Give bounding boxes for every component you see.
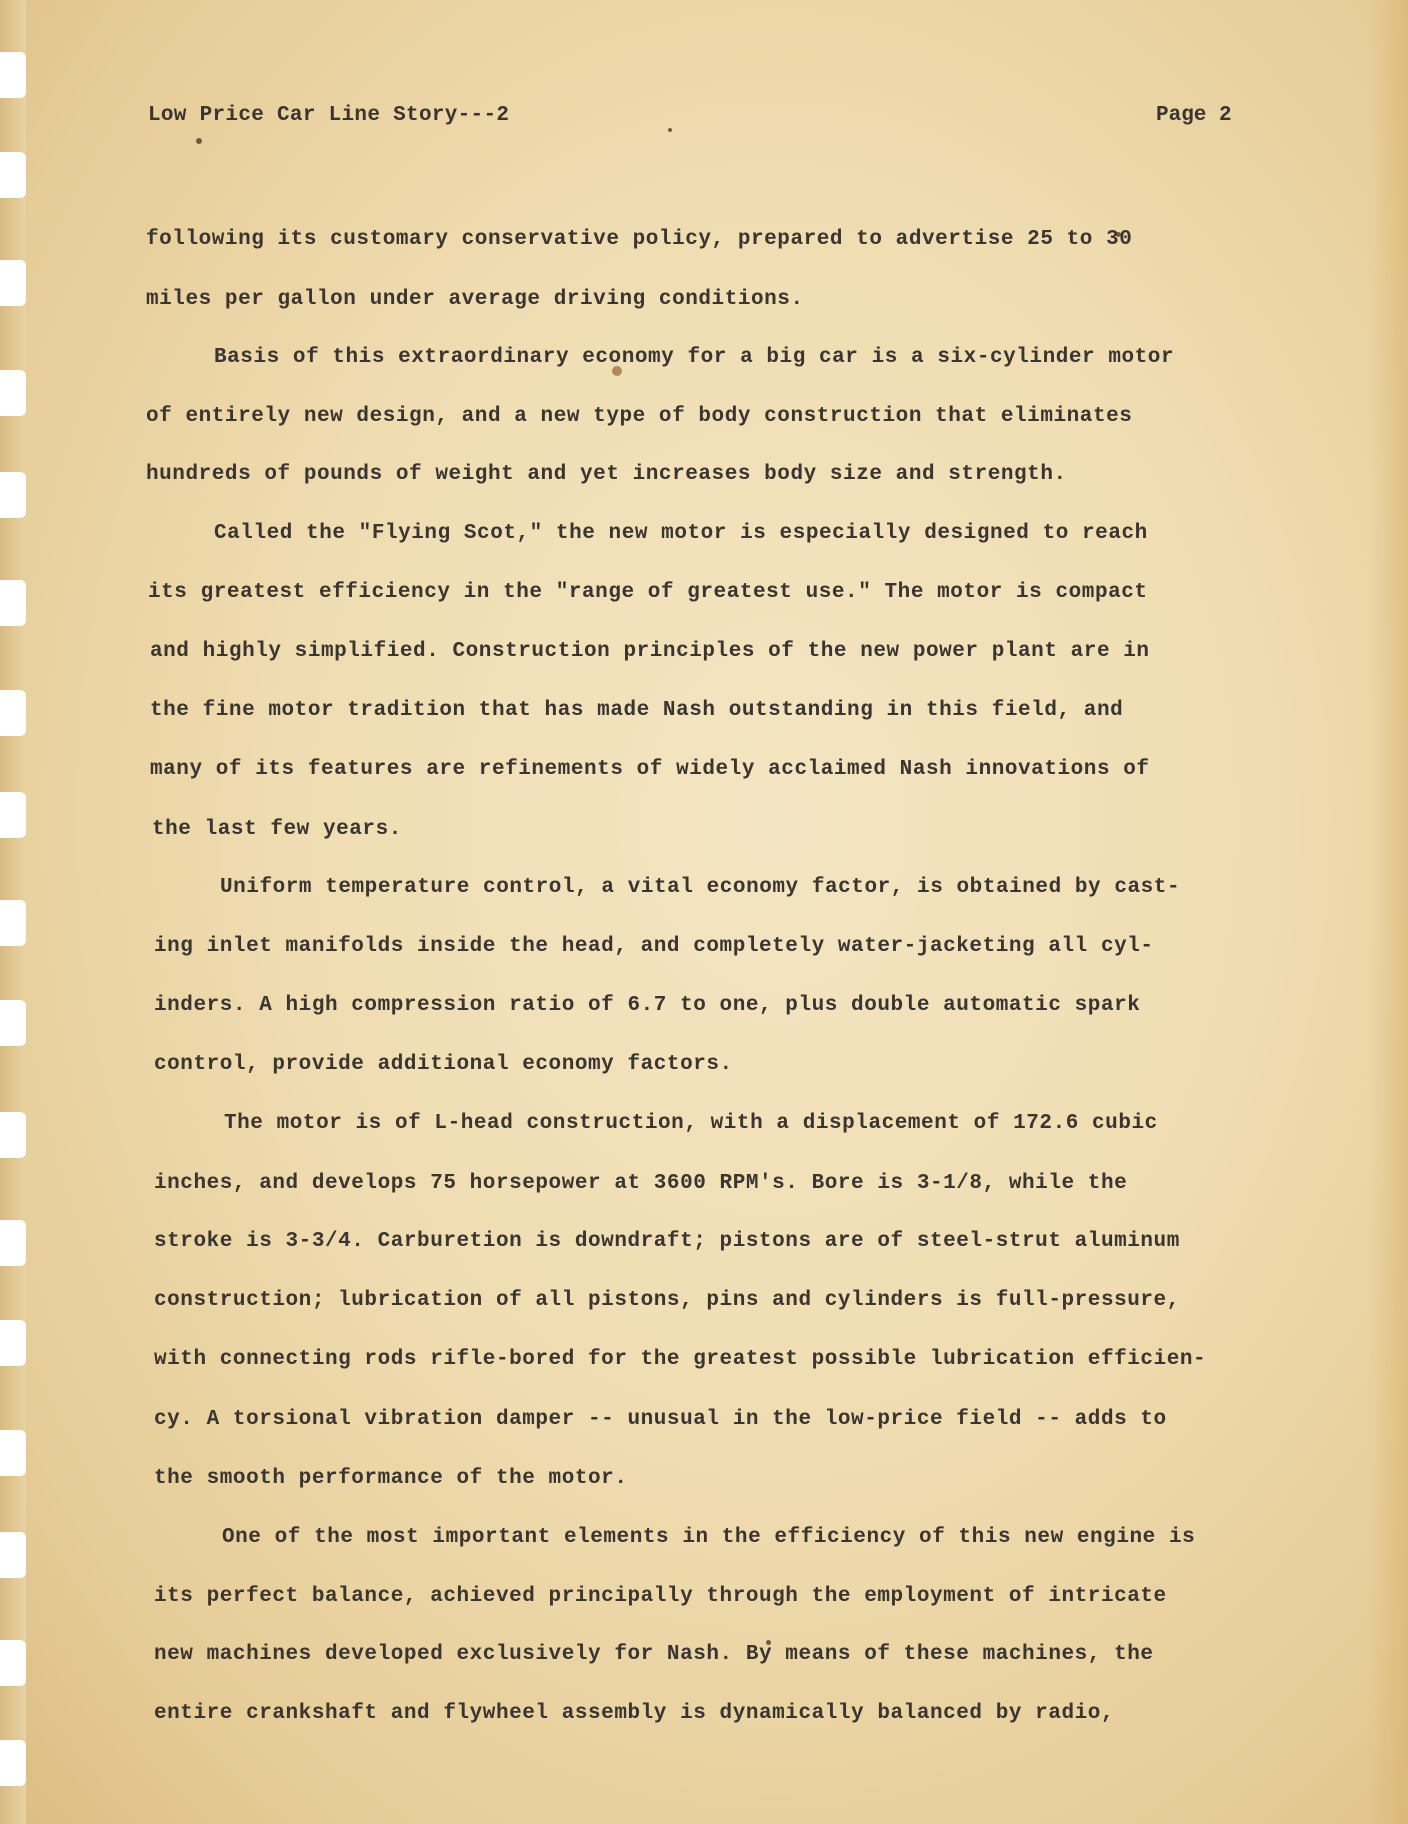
- binder-hole: [0, 260, 26, 306]
- body-line: of entirely new design, and a new type of body construction that eliminates: [146, 405, 1133, 428]
- binder-hole: [0, 1740, 26, 1786]
- body-line: hundreds of pounds of weight and yet increases body size and strength.: [146, 463, 1067, 486]
- body-line: with connecting rods rifle-bored for the greatest possible lubrication efficien-: [154, 1348, 1207, 1371]
- body-line: stroke is 3-3/4. Carburetion is downdraft; pistons are of steel-strut aluminum: [154, 1230, 1180, 1253]
- running-header-title: Low Price Car Line Story---2: [148, 104, 510, 127]
- body-line: inches, and develops 75 horsepower at 3600 RPM's. Bore is 3-1/8, while the: [154, 1172, 1128, 1195]
- binder-hole: [0, 370, 26, 416]
- body-line: new machines developed exclusively for Nash. By means of these machines, the: [154, 1643, 1154, 1666]
- binder-hole: [0, 1532, 26, 1578]
- body-line: following its customary conservative policy, prepared to advertise 25 to 30: [146, 228, 1133, 251]
- binder-hole: [0, 580, 26, 626]
- body-line: Basis of this extraordinary economy for a big car is a six-cylinder motor: [214, 346, 1175, 369]
- binder-hole: [0, 472, 26, 518]
- body-line: construction; lubrication of all pistons, pins and cylinders is full-pressure,: [154, 1289, 1180, 1312]
- binder-hole: [0, 690, 26, 736]
- body-line: the last few years.: [152, 818, 402, 841]
- body-line: the fine motor tradition that has made Nash outstanding in this field, and: [150, 699, 1124, 722]
- binder-hole: [0, 792, 26, 838]
- page-edge-shadow: [1368, 0, 1408, 1824]
- paper-speck: [668, 128, 672, 132]
- binder-hole: [0, 152, 26, 198]
- body-line: miles per gallon under average driving conditions.: [146, 288, 804, 311]
- paper-speck: [196, 138, 202, 144]
- binder-hole: [0, 1640, 26, 1686]
- body-line: ing inlet manifolds inside the head, and completely water-jacketing all cyl-: [154, 935, 1154, 958]
- body-line: entire crankshaft and flywheel assembly is dynamically balanced by radio,: [154, 1702, 1115, 1725]
- body-line: One of the most important elements in the efficiency of this new engine is: [222, 1526, 1196, 1549]
- body-line: its perfect balance, achieved principally through the employment of intricate: [154, 1585, 1167, 1608]
- body-line: cy. A torsional vibration damper -- unusual in the low-price field -- adds to: [154, 1408, 1167, 1431]
- body-line: and highly simplified. Construction principles of the new power plant are in: [150, 640, 1150, 663]
- binder-hole: [0, 1000, 26, 1046]
- binder-hole: [0, 1430, 26, 1476]
- binder-hole: [0, 1220, 26, 1266]
- binder-hole: [0, 52, 26, 98]
- binder-hole: [0, 1112, 26, 1158]
- body-line: inders. A high compression ratio of 6.7 to one, plus double automatic spark: [154, 994, 1141, 1017]
- body-line: control, provide additional economy factors.: [154, 1053, 733, 1076]
- body-line: the smooth performance of the motor.: [154, 1467, 628, 1490]
- body-line: its greatest efficiency in the "range of greatest use." The motor is compact: [148, 581, 1148, 604]
- body-line: The motor is of L-head construction, with a displacement of 172.6 cubic: [224, 1112, 1158, 1135]
- body-line: Uniform temperature control, a vital economy factor, is obtained by cast-: [220, 876, 1181, 899]
- binder-hole: [0, 900, 26, 946]
- body-line: many of its features are refinements of widely acclaimed Nash innovations of: [150, 758, 1150, 781]
- binder-hole: [0, 1320, 26, 1366]
- body-line: Called the "Flying Scot," the new motor is especially designed to reach: [214, 522, 1148, 545]
- page-number: Page 2: [1156, 104, 1232, 127]
